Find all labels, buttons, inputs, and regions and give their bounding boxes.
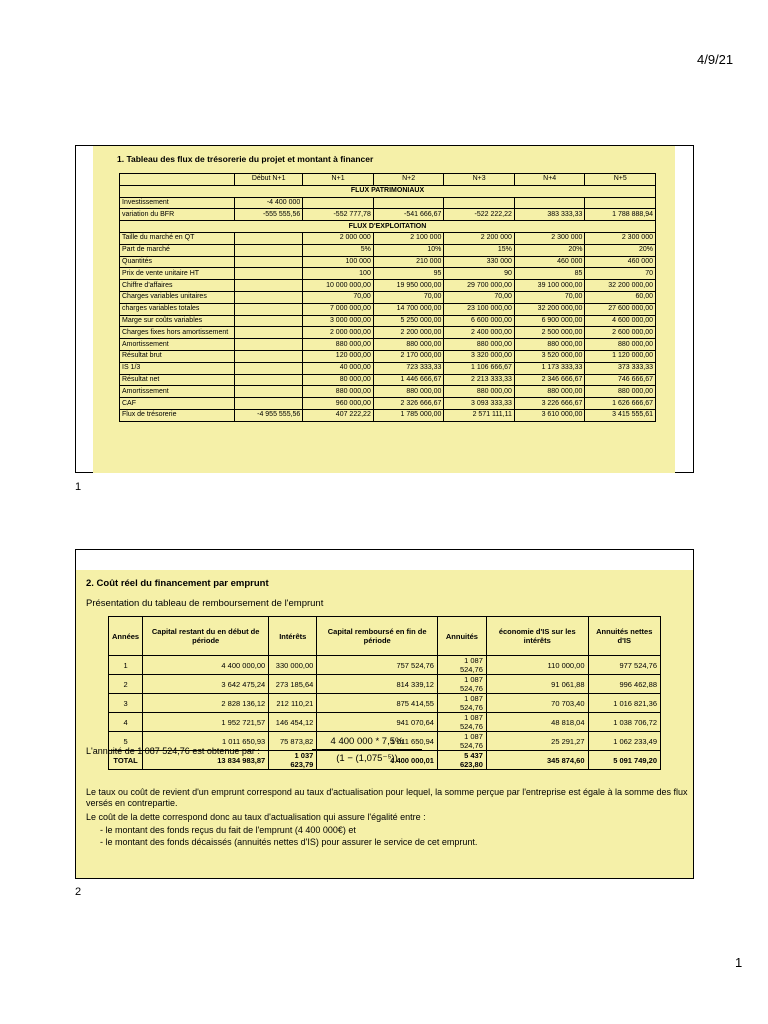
row-label: Marge sur coûts variables bbox=[120, 315, 235, 327]
scanned-table-image-1 bbox=[93, 146, 675, 473]
table-cell: 90 bbox=[444, 268, 515, 280]
slide-number: 2 bbox=[75, 886, 82, 898]
table-cell bbox=[235, 398, 303, 410]
table-cell: 146 454,12 bbox=[269, 713, 317, 732]
table-cell: 1 087 524,76 bbox=[437, 713, 486, 732]
table-cell: 60,00 bbox=[585, 291, 656, 303]
table-cell: 2 170 000,00 bbox=[373, 350, 444, 362]
table-cell: 1 120 000,00 bbox=[585, 350, 656, 362]
row-label: IS 1/3 bbox=[120, 362, 235, 374]
table-header-row bbox=[109, 617, 661, 656]
table-cell: 941 070,64 bbox=[317, 713, 438, 732]
table-cell: 19 950 000,00 bbox=[373, 280, 444, 292]
table-cell: 5 437 623,80 bbox=[437, 751, 486, 770]
table-cell: 212 110,21 bbox=[269, 694, 317, 713]
table-cell: 5% bbox=[303, 244, 374, 256]
table-cell: 996 462,88 bbox=[588, 675, 660, 694]
table-cell: 48 818,04 bbox=[486, 713, 588, 732]
table-cell: 1 785 000,00 bbox=[373, 409, 444, 421]
table-cell: 5 250 000,00 bbox=[373, 315, 444, 327]
table-row bbox=[109, 694, 661, 713]
table-cell: 70 bbox=[585, 268, 656, 280]
table-cell: 880 000,00 bbox=[514, 339, 585, 351]
table-cell: 3 000 000,00 bbox=[303, 315, 374, 327]
table-cell: 1 087 524,76 bbox=[437, 694, 486, 713]
table-cell: 70 703,40 bbox=[486, 694, 588, 713]
table-cell: 330 000 bbox=[444, 256, 515, 268]
section-heading: FLUX D'EXPLOITATION bbox=[120, 221, 656, 233]
table-cell: 100 000 bbox=[303, 256, 374, 268]
table-cell: 20% bbox=[514, 244, 585, 256]
table-cell bbox=[585, 197, 656, 209]
table-cell: 1 446 666,67 bbox=[373, 374, 444, 386]
table-row bbox=[120, 291, 656, 303]
table-cell bbox=[235, 268, 303, 280]
table-row bbox=[120, 303, 656, 315]
table-cell: 1 037 623,79 bbox=[269, 751, 317, 770]
table-row bbox=[120, 339, 656, 351]
cash-flow-table bbox=[119, 173, 656, 422]
table-cell: 880 000,00 bbox=[585, 339, 656, 351]
table-cell: 2 000 000,00 bbox=[303, 327, 374, 339]
table-cell: 880 000,00 bbox=[303, 339, 374, 351]
table-cell: 7 000 000,00 bbox=[303, 303, 374, 315]
table-cell: 1 011 650,94 bbox=[317, 732, 438, 751]
bullet-funds-disbursed: - le montant des fonds décaissés (annuités nettes d'IS) pour assurer le service de cet emprunt. bbox=[100, 837, 478, 847]
table-cell: 1 062 233,49 bbox=[588, 732, 660, 751]
table-cell bbox=[514, 197, 585, 209]
row-label: Chiffre d'affaires bbox=[120, 280, 235, 292]
table-cell: 32 200 000,00 bbox=[514, 303, 585, 315]
table-cell: 27 600 000,00 bbox=[585, 303, 656, 315]
table-cell: 120 000,00 bbox=[303, 350, 374, 362]
table-cell bbox=[235, 327, 303, 339]
table-row bbox=[120, 409, 656, 421]
table-cell: 875 414,55 bbox=[317, 694, 438, 713]
table-cell: 1 626 666,67 bbox=[585, 398, 656, 410]
section-row bbox=[120, 185, 656, 197]
table-cell: 814 339,12 bbox=[317, 675, 438, 694]
row-label: Prix de vente unitaire HT bbox=[120, 268, 235, 280]
table-cell: 723 333,33 bbox=[373, 362, 444, 374]
table-cell: -541 666,67 bbox=[373, 209, 444, 221]
table-cell: 960 000,00 bbox=[303, 398, 374, 410]
bullet-funds-received: - le montant des fonds reçus du fait de l'emprunt (4 400 000€) et bbox=[100, 825, 356, 835]
table-cell: 1 087 524,76 bbox=[437, 732, 486, 751]
table-cell bbox=[235, 315, 303, 327]
table-cell: 1 011 650,93 bbox=[143, 732, 269, 751]
table-cell bbox=[373, 197, 444, 209]
table-row bbox=[109, 675, 661, 694]
table-cell: 1 016 821,36 bbox=[588, 694, 660, 713]
table-cell: 85 bbox=[514, 268, 585, 280]
table-row bbox=[120, 268, 656, 280]
column-header: Capital restant du en début de période bbox=[143, 617, 269, 656]
column-header: N+3 bbox=[444, 174, 515, 186]
table-cell: 32 200 000,00 bbox=[585, 280, 656, 292]
table-cell: 210 000 bbox=[373, 256, 444, 268]
year-cell: 1 bbox=[109, 656, 143, 675]
table-cell: 1 173 333,33 bbox=[514, 362, 585, 374]
table-cell: 2 346 666,67 bbox=[514, 374, 585, 386]
table-cell bbox=[235, 362, 303, 374]
table-row bbox=[120, 327, 656, 339]
row-label: Résultat net bbox=[120, 374, 235, 386]
table-row bbox=[120, 350, 656, 362]
table-cell: 80 000,00 bbox=[303, 374, 374, 386]
table-cell: 746 666,67 bbox=[585, 374, 656, 386]
year-cell: 5 bbox=[109, 732, 143, 751]
table-cell: 15% bbox=[444, 244, 515, 256]
table-cell: 70,00 bbox=[303, 291, 374, 303]
table-cell: 70,00 bbox=[373, 291, 444, 303]
table-row bbox=[120, 232, 656, 244]
table-cell: 1 106 666,67 bbox=[444, 362, 515, 374]
table-cell: 2 326 666,67 bbox=[373, 398, 444, 410]
table-cell: 1 087 524,76 bbox=[437, 675, 486, 694]
table-cell: 1 952 721,57 bbox=[143, 713, 269, 732]
slide-number: 1 bbox=[75, 481, 82, 493]
table-row bbox=[120, 362, 656, 374]
table-cell bbox=[235, 339, 303, 351]
table-cell: 273 185,64 bbox=[269, 675, 317, 694]
table-cell: 460 000 bbox=[514, 256, 585, 268]
slide-2 bbox=[75, 549, 694, 879]
table-cell: 25 291,27 bbox=[486, 732, 588, 751]
table-row bbox=[120, 244, 656, 256]
table-cell: 3 320 000,00 bbox=[444, 350, 515, 362]
row-label: Amortissement bbox=[120, 339, 235, 351]
row-label: variation du BFR bbox=[120, 209, 235, 221]
page-number: 1 bbox=[735, 955, 743, 970]
table-cell bbox=[444, 197, 515, 209]
formula-denominator: (1 − (1,075⁻⁵)) bbox=[336, 753, 398, 764]
table-cell: 10% bbox=[373, 244, 444, 256]
table-row bbox=[120, 374, 656, 386]
year-cell: 4 bbox=[109, 713, 143, 732]
table-cell bbox=[235, 256, 303, 268]
table-cell: 977 524,76 bbox=[588, 656, 660, 675]
table-cell: 2 300 000 bbox=[585, 232, 656, 244]
table-row bbox=[109, 713, 661, 732]
table-cell: 6 900 000,00 bbox=[514, 315, 585, 327]
column-header: Début N+1 bbox=[235, 174, 303, 186]
row-label: Amortissement bbox=[120, 386, 235, 398]
table-cell: 4 400 000,01 bbox=[317, 751, 438, 770]
row-label: Investissement bbox=[120, 197, 235, 209]
table-cell: 100 bbox=[303, 268, 374, 280]
table-cell: 40 000,00 bbox=[303, 362, 374, 374]
column-header: N+2 bbox=[373, 174, 444, 186]
table-row bbox=[120, 209, 656, 221]
table-cell: 407 222,22 bbox=[303, 409, 374, 421]
table-cell: -555 555,56 bbox=[235, 209, 303, 221]
table-row bbox=[120, 197, 656, 209]
table-cell: 110 000,00 bbox=[486, 656, 588, 675]
table-cell: 70,00 bbox=[444, 291, 515, 303]
table-cell: 757 524,76 bbox=[317, 656, 438, 675]
table-cell: 5 091 749,20 bbox=[588, 751, 660, 770]
table-cell: 2 200 000 bbox=[444, 232, 515, 244]
table-cell: 2 100 000 bbox=[373, 232, 444, 244]
table-cell: 330 000,00 bbox=[269, 656, 317, 675]
table-cell bbox=[235, 291, 303, 303]
column-header: N+1 bbox=[303, 174, 374, 186]
row-label: Résultat brut bbox=[120, 350, 235, 362]
formula-numerator: 4 400 000 * 7,5% bbox=[312, 736, 422, 750]
section-row bbox=[120, 221, 656, 233]
table-cell bbox=[235, 232, 303, 244]
table-cell: 880 000,00 bbox=[373, 386, 444, 398]
header-date: 4/9/21 bbox=[697, 52, 734, 67]
year-cell: TOTAL bbox=[109, 751, 143, 770]
table-cell: 1 038 706,72 bbox=[588, 713, 660, 732]
table-cell: 70,00 bbox=[514, 291, 585, 303]
row-label: Part de marché bbox=[120, 244, 235, 256]
table-cell: 95 bbox=[373, 268, 444, 280]
slide-1-title: 1. Tableau des flux de trésorerie du projet et montant à financer bbox=[117, 154, 374, 164]
row-label: Charges fixes hors amortissement bbox=[120, 327, 235, 339]
year-cell: 2 bbox=[109, 675, 143, 694]
table-cell bbox=[235, 374, 303, 386]
table-cell: 23 100 000,00 bbox=[444, 303, 515, 315]
table-cell: 6 600 000,00 bbox=[444, 315, 515, 327]
table-cell: 1 087 524,76 bbox=[437, 656, 486, 675]
table-cell: 14 700 000,00 bbox=[373, 303, 444, 315]
table-cell: -552 777,78 bbox=[303, 209, 374, 221]
column-header: Capital remboursé en fin de période bbox=[317, 617, 438, 656]
table-cell bbox=[235, 386, 303, 398]
table-row bbox=[120, 256, 656, 268]
table-cell: 880 000,00 bbox=[444, 339, 515, 351]
table-cell bbox=[235, 350, 303, 362]
table-cell: 39 100 000,00 bbox=[514, 280, 585, 292]
row-label: Flux de trésorerie bbox=[120, 409, 235, 421]
table-cell: 3 610 000,00 bbox=[514, 409, 585, 421]
table-cell: -4 955 555,56 bbox=[235, 409, 303, 421]
table-cell: 2 213 333,33 bbox=[444, 374, 515, 386]
table-cell: 2 571 111,11 bbox=[444, 409, 515, 421]
table-row bbox=[109, 656, 661, 675]
row-label: Taille du marché en QT bbox=[120, 232, 235, 244]
table-row bbox=[120, 280, 656, 292]
table-row bbox=[120, 386, 656, 398]
table-cell: 4 400 000,00 bbox=[143, 656, 269, 675]
paragraph-cost-definition: Le taux ou coût de revient d'un emprunt correspond au taux d'actualisation pour lequel, la somme perçue par l'entreprise est égale à la somme des flux versés en contrepartie. bbox=[86, 787, 688, 808]
table-cell bbox=[235, 244, 303, 256]
table-cell bbox=[303, 197, 374, 209]
table-cell: 3 415 555,61 bbox=[585, 409, 656, 421]
cash-flow-table-body bbox=[120, 185, 656, 421]
annuity-text: L'annuité de 1 087 524,76 est obtenue par : bbox=[86, 746, 260, 756]
table-cell: 2 000 000 bbox=[303, 232, 374, 244]
slide-2-title: 2. Coût réel du financement par emprunt bbox=[86, 578, 269, 589]
column-header: Annuités bbox=[437, 617, 486, 656]
column-header: Années bbox=[109, 617, 143, 656]
table-cell: 4 600 000,00 bbox=[585, 315, 656, 327]
section-heading: FLUX PATRIMONIAUX bbox=[120, 185, 656, 197]
table-cell: 20% bbox=[585, 244, 656, 256]
table-cell: 2 828 136,12 bbox=[143, 694, 269, 713]
table-cell: 373 333,33 bbox=[585, 362, 656, 374]
row-label: Charges variables unitaires bbox=[120, 291, 235, 303]
table-cell: 2 500 000,00 bbox=[514, 327, 585, 339]
table-cell: 3 093 333,33 bbox=[444, 398, 515, 410]
table-row bbox=[120, 398, 656, 410]
column-header: économie d'IS sur les intérêts bbox=[486, 617, 588, 656]
slide-1 bbox=[75, 145, 694, 473]
row-label: CAF bbox=[120, 398, 235, 410]
column-header: Intérêts bbox=[269, 617, 317, 656]
column-header bbox=[120, 174, 235, 186]
row-label: Quantités bbox=[120, 256, 235, 268]
table-cell bbox=[235, 303, 303, 315]
table-cell: 880 000,00 bbox=[585, 386, 656, 398]
table-cell: 3 226 666,67 bbox=[514, 398, 585, 410]
table-header-row bbox=[120, 174, 656, 186]
table-cell: 880 000,00 bbox=[514, 386, 585, 398]
table-cell: 2 600 000,00 bbox=[585, 327, 656, 339]
table-cell: 1 788 888,94 bbox=[585, 209, 656, 221]
slide-2-subtitle: Présentation du tableau de remboursement de l'emprunt bbox=[86, 598, 324, 609]
paragraph-debt-cost: Le coût de la dette correspond donc au taux d'actualisation qui assure l'égalité entre : bbox=[86, 812, 426, 822]
table-cell: 345 874,60 bbox=[486, 751, 588, 770]
annuity-formula bbox=[312, 736, 422, 764]
table-cell: 2 400 000,00 bbox=[444, 327, 515, 339]
table-cell: 460 000 bbox=[585, 256, 656, 268]
table-cell: 13 834 983,87 bbox=[143, 751, 269, 770]
table-cell: 75 873,82 bbox=[269, 732, 317, 751]
column-header: Annuités nettes d'IS bbox=[588, 617, 660, 656]
column-header: N+4 bbox=[514, 174, 585, 186]
table-cell: 2 200 000,00 bbox=[373, 327, 444, 339]
table-cell: -522 222,22 bbox=[444, 209, 515, 221]
table-cell: 880 000,00 bbox=[444, 386, 515, 398]
table-cell: 29 700 000,00 bbox=[444, 280, 515, 292]
row-label: charges variables totales bbox=[120, 303, 235, 315]
year-cell: 3 bbox=[109, 694, 143, 713]
table-cell: 10 000 000,00 bbox=[303, 280, 374, 292]
table-row bbox=[120, 315, 656, 327]
table-cell: -4 400 000 bbox=[235, 197, 303, 209]
column-header: N+5 bbox=[585, 174, 656, 186]
table-cell: 2 300 000 bbox=[514, 232, 585, 244]
table-cell: 3 520 000,00 bbox=[514, 350, 585, 362]
table-cell bbox=[235, 280, 303, 292]
table-cell: 91 061,88 bbox=[486, 675, 588, 694]
table-cell: 383 333,33 bbox=[514, 209, 585, 221]
table-cell: 880 000,00 bbox=[303, 386, 374, 398]
table-cell: 3 642 475,24 bbox=[143, 675, 269, 694]
table-cell: 880 000,00 bbox=[373, 339, 444, 351]
